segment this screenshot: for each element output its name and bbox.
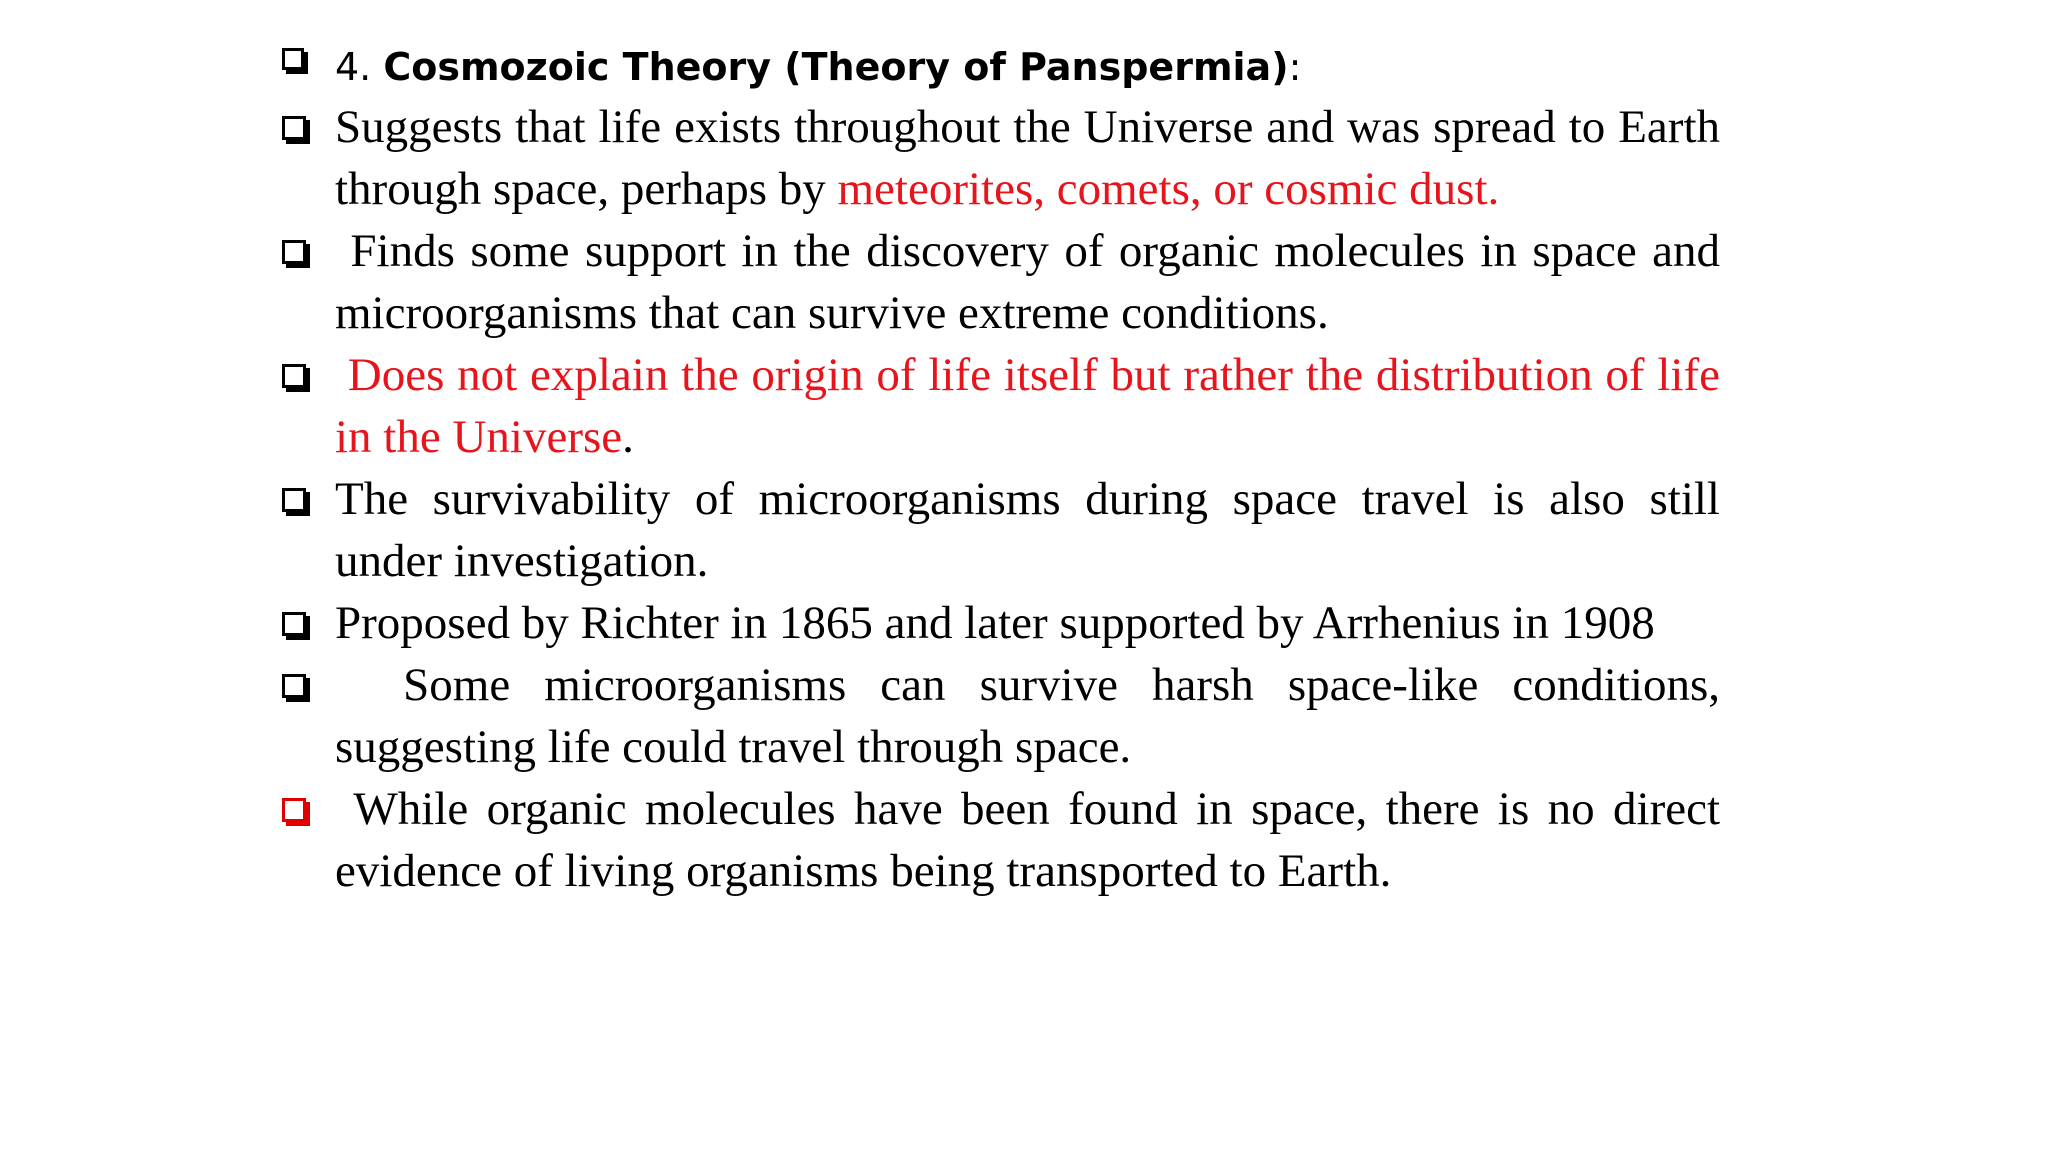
bullet-item	[280, 592, 1720, 654]
heading	[335, 45, 1301, 89]
checkbox-icon	[282, 48, 304, 70]
checkbox-icon	[282, 240, 306, 264]
bullet-text: Finds some support in the discovery of organic molecules in space and microorganisms that can survive extreme conditions.	[335, 225, 1732, 339]
checkbox-icon	[282, 674, 306, 698]
bullet-highlight: Does not explain the origin of life itself but rather the distribution of life in the Universe	[335, 349, 1732, 463]
bullet-item	[280, 220, 1732, 344]
bullet-highlight: meteorites, comets, or cosmic dust.	[837, 163, 1500, 215]
checkbox-icon	[282, 364, 306, 388]
heading-title: Cosmozoic Theory (Theory of Panspermia)	[383, 45, 1289, 89]
checkbox-icon	[282, 116, 306, 140]
checkbox-icon	[282, 488, 306, 512]
checkbox-icon	[282, 798, 306, 822]
bullet-text: While organic molecules have been found in space, there is no direct evidence of living organisms being transported to Earth.	[335, 783, 1732, 897]
heading-number: 4.	[335, 45, 384, 89]
bullet-text: Some microorganisms can survive harsh space-like conditions, suggesting life could travel through space.	[335, 659, 1732, 773]
bullet-item	[280, 96, 1732, 220]
checkbox-icon	[282, 612, 306, 636]
heading-suffix: :	[1288, 45, 1302, 89]
bullet-text: .	[622, 411, 634, 463]
bullet-item	[280, 654, 1732, 778]
bullet-text: The survivability of microorganisms during space travel is also still under investigation.	[335, 473, 1732, 587]
bullet-item	[280, 468, 1732, 592]
bullet-item	[280, 778, 1732, 902]
bullet-text: Suggests that life exists throughout the Universe and was spread to Earth through space, perhaps by	[335, 101, 1732, 215]
bullet-list	[280, 38, 1732, 902]
bullet-item	[280, 344, 1732, 468]
bullet-text: Proposed by Richter in 1865 and later supported by Arrhenius in 1908	[335, 597, 1655, 649]
heading-row	[280, 38, 1720, 96]
